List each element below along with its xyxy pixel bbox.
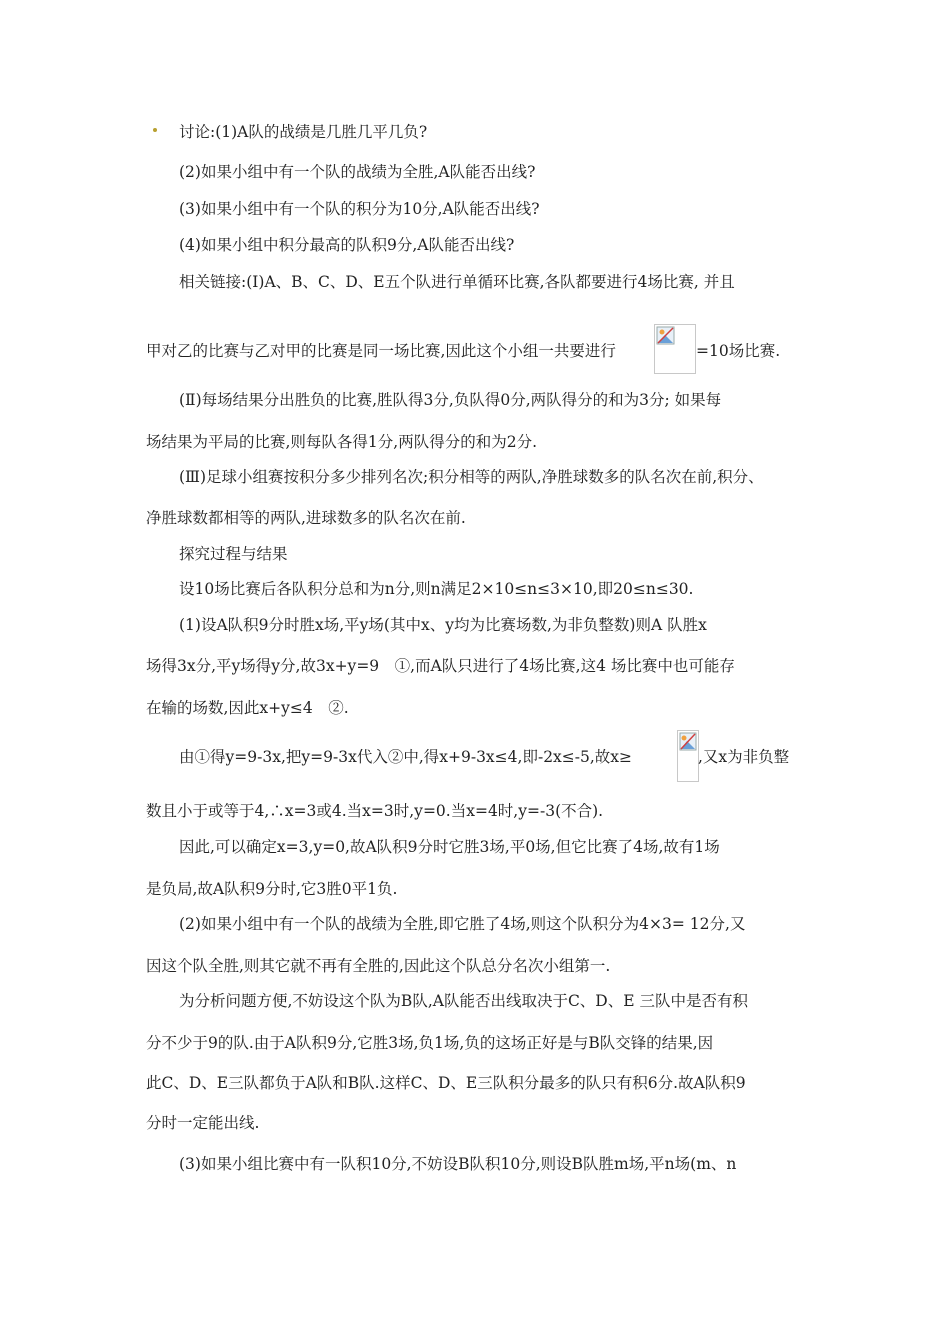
text-line: (Ⅱ)每场结果分出胜负的比赛,胜队得3分,负队得0分,两队得分的和为3分; 如果每 (179, 391, 722, 409)
text-line: (3)如果小组比赛中有一队积10分,不妨设B队积10分,则设B队胜m场,平n场(m、n (179, 1155, 737, 1173)
text-line: (2)如果小组中有一个队的战绩为全胜,即它胜了4场,则这个队积分为4×3= 12分,又 (179, 915, 746, 933)
text-line: 由①得y=9-3x,把y=9-3x代入②中,得x+9-3x≤4,即-2x≤-5,故x≥ (179, 748, 633, 766)
text-line: 净胜球数都相等的两队,进球数多的队名次在前. (146, 509, 466, 527)
text-line: 场得3x分,平y场得y分,故3x+y=9 ①,而A队只进行了4场比赛,这4 场比赛中也可能存 (146, 657, 735, 675)
text-line: 为分析问题方便,不妨设这个队为B队,A队能否出线取决于C、D、E 三队中是否有积 (179, 992, 748, 1010)
text-line: 数且小于或等于4,∴x=3或4.当x=3时,y=0.当x=4时,y=-3(不合). (146, 802, 604, 820)
text-line: 因此,可以确定x=3,y=0,故A队积9分时它胜3场,平0场,但它比赛了4场,故有1场 (179, 838, 720, 856)
text-line: 相关链接:(Ⅰ)A、B、C、D、E五个队进行单循环比赛,各队都要进行4场比赛, 并且 (179, 273, 735, 291)
text-line: (3)如果小组中有一个队的积分为10分,A队能否出线? (179, 200, 540, 218)
text-line: (4)如果小组中积分最高的队积9分,A队能否出线? (179, 236, 515, 254)
text-line: 此C、D、E三队都负于A队和B队.这样C、D、E三队积分最多的队只有积6分.故A队积9 (146, 1074, 746, 1092)
text-line: 是负局,故A队积9分时,它3胜0平1负. (146, 880, 398, 898)
text-line: 分时一定能出线. (146, 1114, 260, 1132)
section-heading: 探究过程与结果 (179, 545, 288, 563)
text-line: ,又x为非负整 (698, 748, 790, 766)
text-line: 讨论:(1)A队的战绩是几胜几平几负? (179, 123, 428, 141)
text-line: (2)如果小组中有一个队的战绩为全胜,A队能否出线? (179, 163, 536, 181)
text-line: 在输的场数,因此x+y≤4 ②. (146, 699, 349, 717)
text-line: 设10场比赛后各队积分总和为n分,则n满足2×10≤n≤3×10,即20≤n≤30. (179, 580, 694, 598)
formula-image-placeholder (654, 324, 696, 374)
text-line: =10场比赛. (696, 342, 781, 360)
formula-image-placeholder (677, 730, 699, 782)
broken-image-icon (656, 326, 676, 346)
text-line: 场结果为平局的比赛,则每队各得1分,两队得分的和为2分. (146, 433, 538, 451)
text-line: 分不少于9的队.由于A队积9分,它胜3场,负1场,负的这场正好是与B队交锋的结果,因 (146, 1034, 714, 1052)
text-line: (Ⅲ)足球小组赛按积分多少排列名次;积分相等的两队,净胜球数多的队名次在前,积分、 (179, 468, 764, 486)
bullet-dot (153, 128, 157, 132)
broken-image-icon (679, 732, 697, 752)
text-line: (1)设A队积9分时胜x场,平y场(其中x、y均为比赛场数,为非负整数)则A 队胜x (179, 616, 707, 634)
text-line: 因这个队全胜,则其它就不再有全胜的,因此这个队总分名次小组第一. (146, 957, 611, 975)
text-line: 甲对乙的比赛与乙对甲的比赛是同一场比赛,因此这个小组一共要进行 (146, 342, 616, 360)
